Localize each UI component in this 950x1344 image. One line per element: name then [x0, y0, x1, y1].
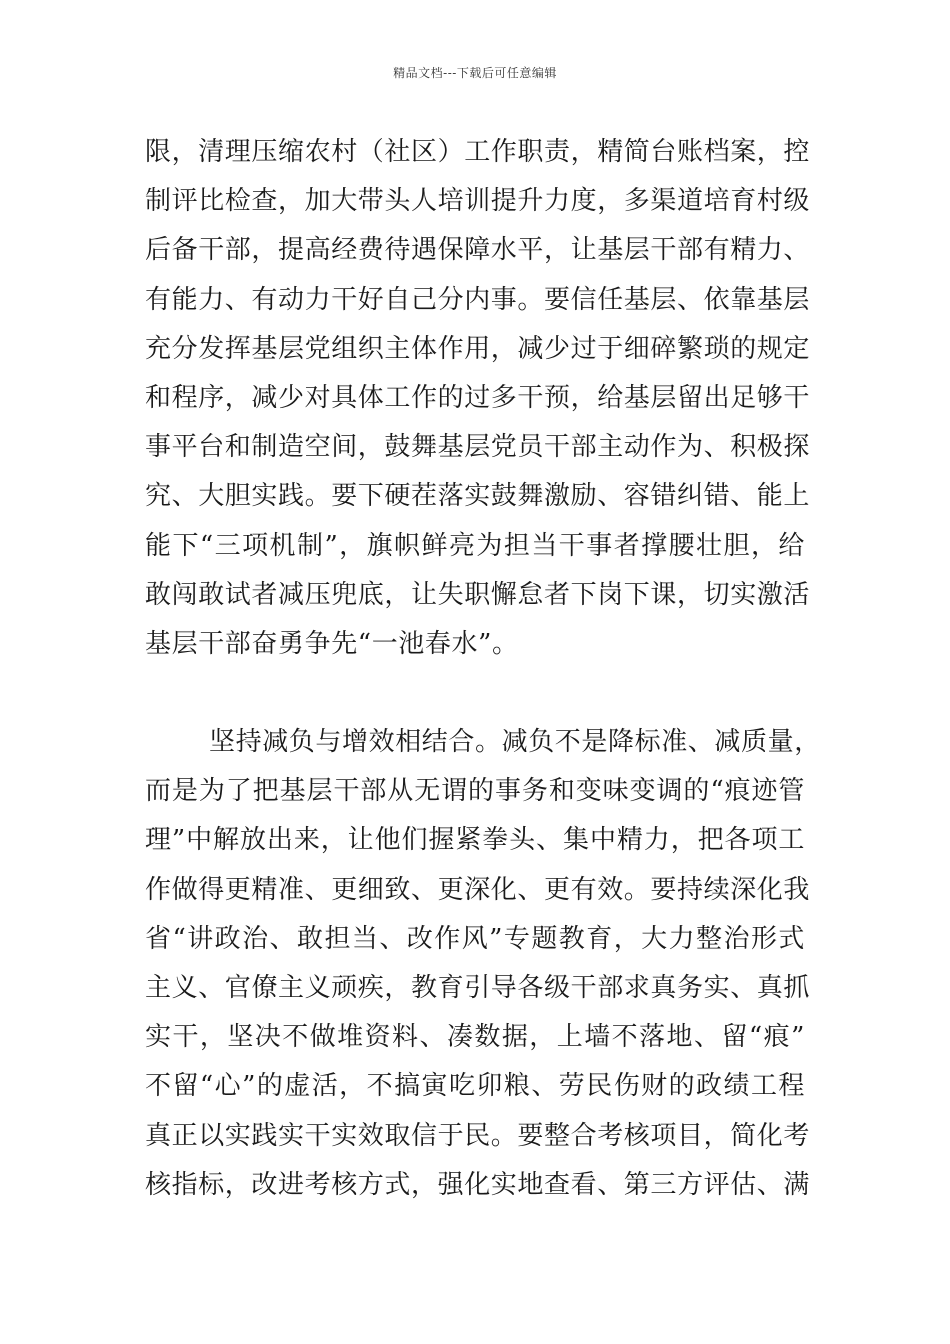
paragraph-2: [145, 718, 821, 1210]
text-line: 有能力、有动力干好自己分内事。要信任基层、依靠基层: [145, 284, 811, 315]
text-line: 而是为了把基层干部从无谓的事务和变味变调的“痕迹管: [145, 776, 805, 807]
text-line: 核指标，改进考核方式，强化实地查看、第三方评估、满: [145, 1169, 811, 1200]
text-line: 不留“心”的虚活，不搞寅吃卯粮、劳民伤财的政绩工程: [145, 1071, 805, 1102]
text-line: 事平台和制造空间，鼓舞基层党员干部主动作为、积极探: [145, 432, 811, 463]
page-header: 精品文档---下载后可任意编辑: [393, 66, 557, 80]
text-line: 作做得更精准、更细致、更深化、更有效。要持续深化我: [145, 874, 811, 905]
text-line: 后备干部，提高经费待遇保障水平，让基层干部有精力、: [145, 235, 811, 266]
text-line: 理”中解放出来，让他们握紧拳头、集中精力，把各项工: [145, 825, 805, 856]
text-line: 主义、官僚主义顽疾，教育引导各级干部求真务实、真抓: [145, 973, 811, 1003]
text-line: 制评比检查，加大带头人培训提升力度，多渠道培育村级: [145, 186, 811, 217]
text-line: 基层干部奋勇争先“一池春水”。: [145, 628, 519, 659]
text-line: 省“讲政治、敢担当、改作风”专题教育，大力整治形式: [145, 923, 805, 954]
paragraph-1: [145, 128, 811, 669]
text-line: 真正以实践实干实效取信于民。要整合考核项目，简化考: [145, 1120, 811, 1151]
text-line: 敢闯敢试者减压兜底，让失职懈怠者下岗下课，切实激活: [145, 579, 811, 610]
document-body: [145, 128, 821, 1210]
text-line: 限，清理压缩农村（社区）工作职责，精简台账档案，控: [145, 137, 811, 167]
text-line: 实干，坚决不做堆资料、凑数据，上墙不落地、留“痕”: [145, 1022, 805, 1053]
text-line: 充分发挥基层党组织主体作用，减少过于细碎繁琐的规定: [145, 333, 811, 364]
text-line: 究、大胆实践。要下硬茬落实鼓舞激励、容错纠错、能上: [145, 481, 811, 512]
text-line: 和程序，减少对具体工作的过多干预，给基层留出足够干: [145, 382, 811, 413]
paragraph-spacer: [145, 669, 805, 718]
text-line: 坚持减负与增效相结合。减负不是降标准、减质量，: [209, 727, 821, 758]
text-line: 能下“三项机制”，旗帜鲜亮为担当干事者撑腰壮胆，给: [145, 530, 805, 561]
